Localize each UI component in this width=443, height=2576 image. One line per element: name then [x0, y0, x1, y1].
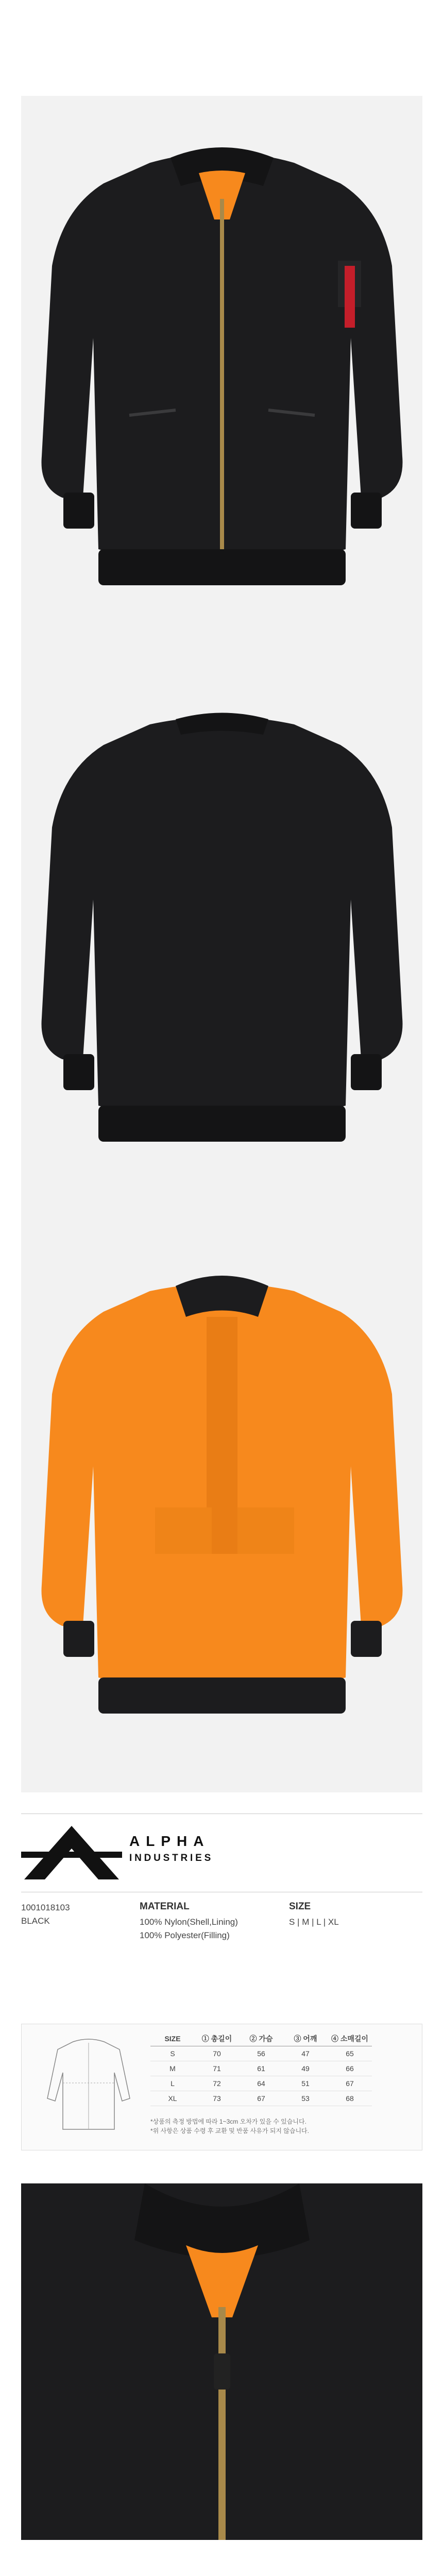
table-cell: XL [150, 2091, 195, 2106]
jacket-reversed-photo [21, 1234, 422, 1792]
brand-sub: INDUSTRIES [129, 1853, 214, 1863]
product-photo-panel [21, 96, 422, 1792]
jacket-front-photo [21, 96, 422, 652]
table-cell: 47 [283, 2046, 328, 2061]
table-cell: L [150, 2076, 195, 2091]
table-cell: 61 [239, 2061, 283, 2076]
detail-photo-collar [21, 2183, 422, 2540]
size-note: *상품의 측정 방법에 따라 1~3cm 오차가 있을 수 있습니다. [150, 2118, 306, 2125]
table-cell: 67 [328, 2076, 372, 2091]
jacket-back-photo [21, 683, 422, 1224]
size-note: *위 사항은 상품 수령 후 교환 및 반품 사유가 되지 않습니다. [150, 2127, 309, 2134]
table-row [150, 2091, 372, 2106]
brand-name: ALPHA [129, 1833, 210, 1849]
table-header: ① 총길이 [195, 2031, 239, 2046]
table-row [150, 2046, 372, 2061]
table-cell: M [150, 2061, 195, 2076]
material-line: 100% Polyester(Filling) [140, 1930, 230, 1940]
product-color: BLACK [21, 1916, 50, 1926]
jacket-back-illustration [21, 683, 422, 1224]
table-cell: 72 [195, 2076, 239, 2091]
table-header: ② 가슴 [239, 2031, 283, 2046]
table-cell: 53 [283, 2091, 328, 2106]
material-title: MATERIAL [140, 1901, 190, 1912]
size-block [289, 1901, 339, 1929]
alpha-industries-logo-icon [21, 1822, 122, 1884]
table-cell: 71 [195, 2061, 239, 2076]
table-header: ③ 어깨 [283, 2031, 328, 2046]
table-header: ④ 소매길이 [328, 2031, 372, 2046]
table-row [150, 2076, 372, 2091]
product-code-block [21, 1901, 70, 1928]
table-cell: 67 [239, 2091, 283, 2106]
size-title: SIZE [289, 1901, 311, 1912]
size-table [150, 2031, 372, 2106]
product-code: 1001018103 [21, 1903, 70, 1912]
table-cell: 64 [239, 2076, 283, 2091]
table-header-row [150, 2031, 372, 2046]
jacket-measurement-diagram [37, 2031, 140, 2140]
size-notes [150, 2117, 309, 2136]
table-cell: 65 [328, 2046, 372, 2061]
table-cell: S [150, 2046, 195, 2061]
table-cell: 56 [239, 2046, 283, 2061]
material-line: 100% Nylon(Shell,Lining) [140, 1917, 238, 1927]
table-header: SIZE [150, 2031, 195, 2046]
table-cell: 73 [195, 2091, 239, 2106]
material-block [140, 1901, 238, 1942]
size-chart [21, 2024, 422, 2150]
brand-logo [21, 1822, 422, 1884]
table-cell: 68 [328, 2091, 372, 2106]
jacket-front-illustration [21, 96, 422, 652]
table-cell: 51 [283, 2076, 328, 2091]
table-row [150, 2061, 372, 2076]
collar-zipper-illustration [21, 2183, 422, 2540]
table-cell: 66 [328, 2061, 372, 2076]
table-cell: 70 [195, 2046, 239, 2061]
table-cell: 49 [283, 2061, 328, 2076]
jacket-reversed-illustration [21, 1234, 422, 1792]
size-options: S | M | L | XL [289, 1917, 339, 1927]
